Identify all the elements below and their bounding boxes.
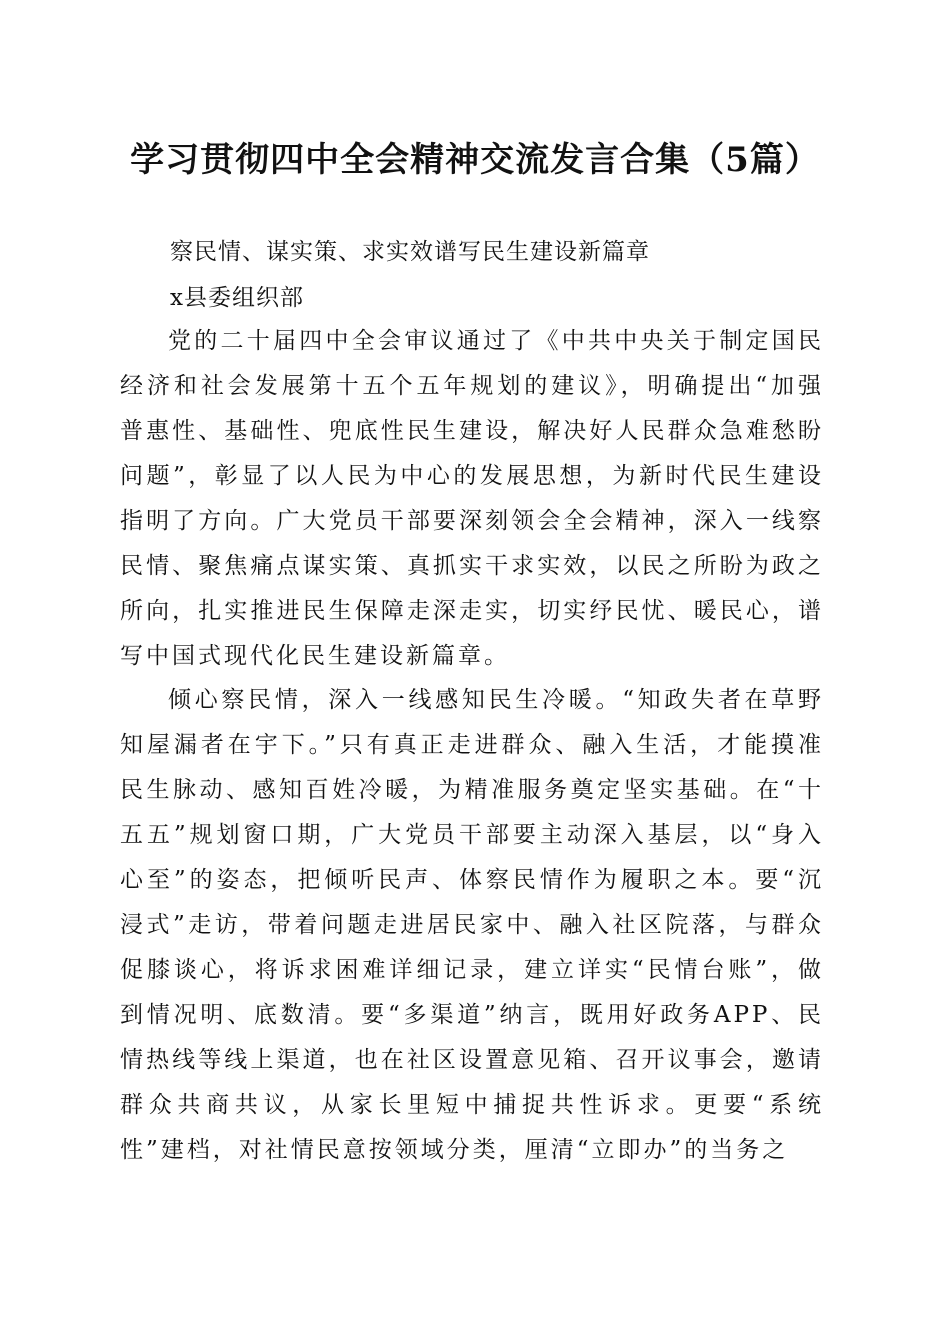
body-paragraph: 倾心察民情，深入一线感知民生冷暖。“知政失者在草野知屋漏者在宇下。”只有真正走进群众、融入生活，才能摸准民生脉动、感知百姓冷暖，为精准服务奠定坚实基础。在“十五五”规划窗口期，广大党员干部要主动深入基层，以“身入心至”的姿态，把倾听民声、体察民情作为履职之本。要“沉浸式”走访，带着问题走进居民家中、融入社区院落，与群众促膝谈心，将诉求困难详细记录，建立详实“民情台账”，做到情况明、底数清。要“多渠道”纳言，既用好政务APP、民情热线等线上渠道，也在社区设置意见箱、召开议事会，邀请群众共商共议，从家长里短中捕捉共性诉求。更要“系统性”建档，对社情民意按领域分类，厘清“立即办”的当务之 (120, 687, 824, 1163)
article-subtitle: 察民情、谋实策、求实效谱写民生建设新篇章 (170, 239, 650, 265)
document-title: 学习贯彻四中全会精神交流发言合集（5篇） (130, 140, 820, 180)
body-paragraph: 党的二十届四中全会审议通过了《中共中央关于制定国民经济和社会发展第十五个五年规划的建议》，明确提出“加强普惠性、基础性、兜底性民生建设，解决好人民群众急难愁盼问题”，彰显了以人民为中心的发展思想，为新时代民生建设指明了方向。广大党员干部要深刻领会全会精神，深入一线察民情、聚焦痛点谋实策、真抓实干求实效，以民之所盼为政之所向，扎实推进民生保障走深走实，切实纾民忧、暖民心，谱写中国式现代化民生建设新篇章。 (120, 328, 824, 669)
article-author: x县委组织部 (170, 285, 304, 311)
